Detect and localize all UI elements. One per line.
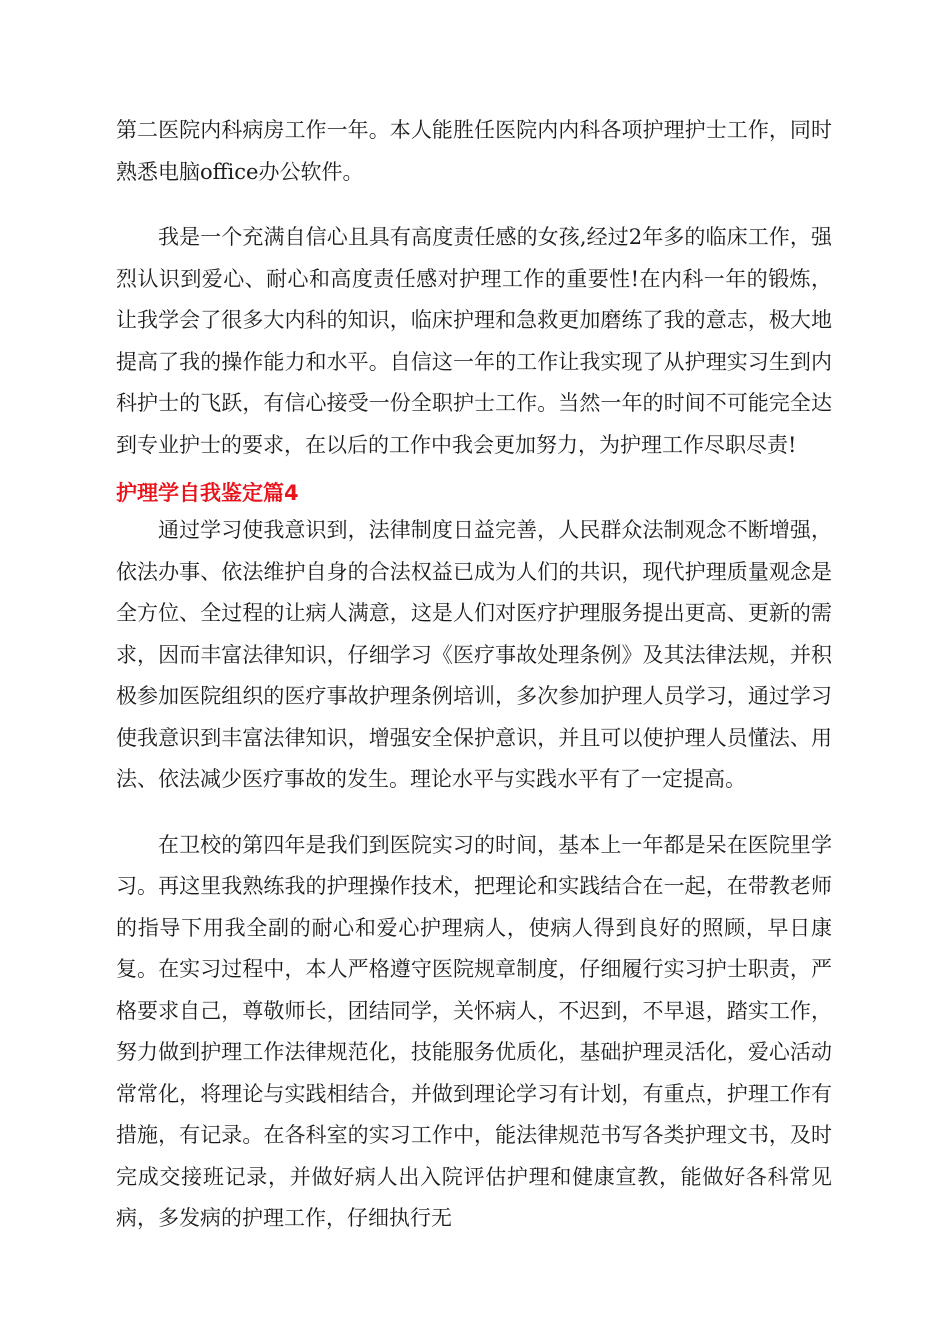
paragraph-self-summary: 我是一个充满自信心且具有高度责任感的女孩,经过2年多的临床工作，强烈认识到爱心、耐心和高度责任感对护理工作的重要性!在内科一年的锻炼，让我学会了很多大内科的知识，临床护理和急救更加磨练了我的意志，极大地提高了我的操作能力和水平。自信这一年的工作让我实现了从护理实习生到内科护士的飞跃，有信心接受一份全职护士工作。当然一年的时间不可能完全达到专业护士的要求，在以后的工作中我会更加努力，为护理工作尽职尽责! <box>116 225 832 457</box>
section-heading: 护理学自我鉴定篇4 <box>116 481 299 505</box>
paragraph-internship: 在卫校的第四年是我们到医院实习的时间，基本上一年都是呆在医院里学习。再这里我熟练我的护理操作技术，把理论和实践结合在一起，在带教老师的指导下用我全副的耐心和爱心护理病人，使病人得到良好的照顾，早日康复。在实习过程中，本人严格遵守医院规章制度，仔细履行实习护士职责，严格要求自己，尊敬师长，团结同学，关怀病人，不迟到，不早退，踏实工作，努力做到护理工作法律规范化，技能服务优质化，基础护理灵活化，爱心活动常常化，将理论与实践相结合，并做到理论学习有计划，有重点，护理工作有措施，有记录。在各科室的实习工作中，能法律规范书写各类护理文书，及时完成交接班记录，并做好病人出入院评估护理和健康宣教，能做好各科常见病，多发病的护理工作，仔细执行无 <box>116 832 832 1230</box>
paragraph-law-study: 通过学习使我意识到，法律制度日益完善，人民群众法制观念不断增强，依法办事、依法维护自身的合法权益已成为人们的共识，现代护理质量观念是全方位、全过程的让病人满意，这是人们对医疗护理服务提出更高、更新的需求，因而丰富法律知识，仔细学习《医疗事故处理条例》及其法律法规，并积极参加医院组织的医疗事故护理条例培训，多次参加护理人员学习，通过学习使我意识到丰富法律知识，增强安全保护意识，并且可以使护理人员懂法、用法、依法减少医疗事故的发生。理论水平与实践水平有了一定提高。 <box>116 518 832 791</box>
document-body <box>116 110 832 1240</box>
paragraph-gap <box>116 801 832 825</box>
paragraph-gap <box>116 193 832 217</box>
paragraph-intro: 第二医院内科病房工作一年。本人能胜任医院内内科各项护理护士工作，同时熟悉电脑office办公软件。 <box>116 118 832 184</box>
